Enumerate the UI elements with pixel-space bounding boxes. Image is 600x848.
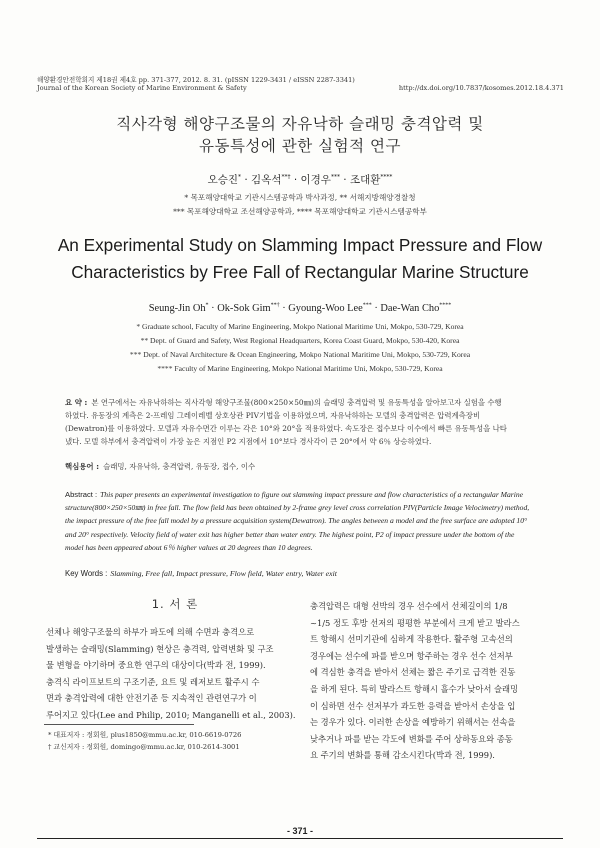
english-abstract-line: the impact pressure of the free fall model by a pressure acquisition system(Dewatron). The angles between a model and the free surface are adopted 10° <box>65 516 528 526</box>
body-line: 이 심하면 선수 선저부가 과도한 응력을 받아서 손상을 입 <box>310 700 516 711</box>
english-affiliation-2: ** Dept. of Guard and Safety, West Regional Headquarters, Korea Coast Guard, Mokpo, 530-420, Korea <box>140 336 460 345</box>
author-separator: · <box>371 303 381 314</box>
korean-abstract <box>65 396 550 448</box>
right-column-text <box>310 598 558 764</box>
body-line: 루어지고 있다(Lee and Philip, 2010; Manganelli et al., 2003). <box>46 709 296 720</box>
english-authors <box>0 303 600 314</box>
footnote-divider <box>44 724 194 725</box>
korean-affiliation-2: *** 목포해양대학교 조선해양공학과, **** 목포해양대학교 기관시스템공학부 <box>173 207 427 216</box>
author-mark: * <box>238 173 242 181</box>
body-line: 요 주기의 변화를 통해 감소시킨다(박과 전, 1999). <box>310 750 495 761</box>
body-line: 에 격심한 충격을 받아서 선체는 짧은 주기로 급격한 진동 <box>310 667 516 678</box>
korean-affiliation-1: * 목포해양대학교 기관시스템공학과 박사과정, ** 서해지방해양경찰청 <box>184 193 416 202</box>
english-keywords-label: Key Words : <box>65 569 108 578</box>
footnote-corresponding-author: † 교신저자 : 정회원, domingo@mmu.ac.kr, 010-2614-3001 <box>48 743 240 751</box>
author-mark: **** <box>380 173 393 181</box>
english-abstract-line <box>65 488 550 501</box>
journal-header-english: Journal of the Korean Society of Marine Environment & Safety <box>37 84 247 92</box>
page-bottom-rule <box>37 838 563 839</box>
body-line: 을 하게 된다. 특히 발라스트 항해시 흘수가 낮아서 슬래밍 <box>310 683 519 694</box>
author-separator: · <box>290 174 301 186</box>
body-line: 경우에는 선수에 파를 받으며 항주하는 경우 선수 선저부 <box>310 650 513 661</box>
korean-author-3: 이경우 <box>300 174 331 186</box>
author-separator: · <box>241 174 252 186</box>
english-title-line-2: Characteristics by Free Fall of Rectangular Marine Structure <box>71 262 529 282</box>
korean-keywords-text: 슬래밍, 자유낙하, 충격압력, 유동장, 접수, 이수 <box>103 462 256 471</box>
body-line: ~1/5 정도 후방 선저의 평평한 부분에서 크게 받고 발라스 <box>310 617 520 628</box>
korean-author-4: 조대환 <box>349 174 381 186</box>
english-abstract-line: model has been appeared about 6％ higher values at 20 degrees than 10 degrees. <box>65 542 313 552</box>
body-line: 충격식 라이프보트의 구조기준, 요트 및 레저보트 활주시 수 <box>46 676 260 687</box>
korean-abstract-line: 냈다. 모델 하부에서 충격압력이 가장 높은 지점인 P2 지점에서 10°보다 경사각이 큰 20°에서 약 6％ 상승하였다. <box>65 437 432 446</box>
english-abstract-line: and 20° respectively. Velocity field of water exit has higher better than water entry. The highest point, P2 of impact pressure under the bottom of the <box>65 529 515 539</box>
english-author-2: Ok-Sok Gim <box>217 303 271 314</box>
korean-keywords <box>65 460 550 473</box>
english-abstract <box>65 488 550 554</box>
english-keywords-text: Slamming, Free fall, Impact pressure, Flow field, Water entry, Water exit <box>110 569 337 578</box>
footnote-first-author: * 대표저자 : 정회원, plus1850@mmu.ac.kr, 010-6619-0726 <box>48 731 242 739</box>
korean-keywords-label: 핵심용어 : <box>65 462 100 471</box>
english-keywords <box>65 567 550 580</box>
section-heading-introduction: 1. 서 론 <box>151 597 199 611</box>
body-line: 충격압력은 대형 선박의 경우 선수에서 선체길이의 1/8 <box>310 601 508 611</box>
body-line: 는 경우가 있다. 이러한 손상을 예방하기 위해서는 선속을 <box>310 717 516 728</box>
body-line: 트 항해시 선미기관에 심하게 작용한다. 활주형 고속선의 <box>310 634 513 645</box>
english-author-4: Dae-Wan Cho <box>380 303 440 314</box>
body-line: 발생하는 슬래밍(Slamming) 현상은 충격력, 압력변화 및 구조 <box>46 643 274 654</box>
author-mark: * <box>205 302 209 309</box>
page-number: - 371 - <box>286 826 313 836</box>
author-separator: · <box>339 174 350 186</box>
body-line: 낮추거나 파를 받는 각도에 변화를 주어 상하동요와 종동 <box>310 733 513 744</box>
english-abstract-label: Abstract : <box>65 490 98 499</box>
body-line: 물 변형을 야기하며 중요한 연구의 대상이다(박과 전, 1999). <box>46 660 266 671</box>
author-mark: *** <box>362 302 372 309</box>
english-affiliation-1: * Graduate school, Faculty of Marine Engineering, Mokpo National Maritime Uni, Mokpo, 530-729, Korea <box>136 322 464 331</box>
korean-author-2: 김옥석 <box>251 174 282 186</box>
korean-abstract-line <box>65 396 550 409</box>
english-affiliation-3: *** Dept. of Naval Architecture & Ocean Engineering, Mokpo National Maritime Uni, Mokpo, 530-729, Korea <box>129 350 471 359</box>
english-author-1: Seung-Jin Oh <box>148 303 206 314</box>
author-separator: · <box>208 303 218 314</box>
doi-link[interactable]: http://dx.doi.org/10.7837/kosomes.2012.18.4.371 <box>398 84 564 92</box>
english-author-3: Gyoung-Woo Lee <box>288 303 363 314</box>
author-separator: · <box>279 303 289 314</box>
english-abstract-line: structure(800×250×50㎜) in free fall. The flow field has been obtained by 2-frame grey level cross correlation PIV(Particle Image Velocimetry) method, <box>65 503 530 513</box>
author-mark: *** <box>330 173 340 181</box>
english-affiliation-4: **** Faculty of Marine Engineering, Mokpo National Maritime Uni, Mokpo, 530-729, Korea <box>157 364 443 373</box>
journal-header-korean: 해양환경안전학회지 제18권 제4호 pp. 371-377, 2012. 8. 31. (pISSN 1229-3431 / eISSN 2287-3341) <box>37 76 355 84</box>
abstract-text: This paper presents an experimental investigation to figure out slamming impact pressure and flow characteristics of a rectangular Marine <box>100 490 524 499</box>
korean-authors <box>0 172 600 187</box>
body-line: 면과 충격압력에 대한 안전기준 등 지속적인 관련연구가 이 <box>46 693 257 704</box>
author-mark: **** <box>439 302 452 309</box>
abstract-text: 본 연구에서는 자유낙하하는 직사각형 해양구조물(800×250×50㎜)의 슬래밍 충격압력 및 유동특성을 알아보고자 실험을 수행 <box>91 398 502 407</box>
korean-author-1: 오승진 <box>207 174 239 186</box>
author-mark: **† <box>281 173 291 181</box>
korean-abstract-line: 하였다. 유동장의 계측은 2-프레임 그레이레벨 상호상관 PIV기법을 이용하였으며, 자유낙하하는 모델의 충격압력은 압력계측장비 <box>65 411 481 420</box>
korean-abstract-line: (Dewatron)를 이용하였다. 모델과 자유수면간 이루는 각은 10°와 20°을 적용하였다. 속도장은 접수보다 이수에서 빠른 유동특성을 나타 <box>65 424 507 433</box>
left-column-text <box>46 624 308 724</box>
korean-title-line-1: 직사각형 해양구조물의 자유낙하 슬래밍 충격압력 및 <box>116 115 484 133</box>
body-line: 선체나 해양구조물의 하부가 파도에 의해 수면과 충격으로 <box>46 627 255 637</box>
korean-abstract-label: 요 약 : <box>65 398 88 407</box>
author-mark: **† <box>270 302 280 309</box>
korean-title-line-2: 유동특성에 관한 실험적 연구 <box>199 137 401 155</box>
english-title-line-1: An Experimental Study on Slamming Impact Pressure and Flow <box>57 235 543 255</box>
